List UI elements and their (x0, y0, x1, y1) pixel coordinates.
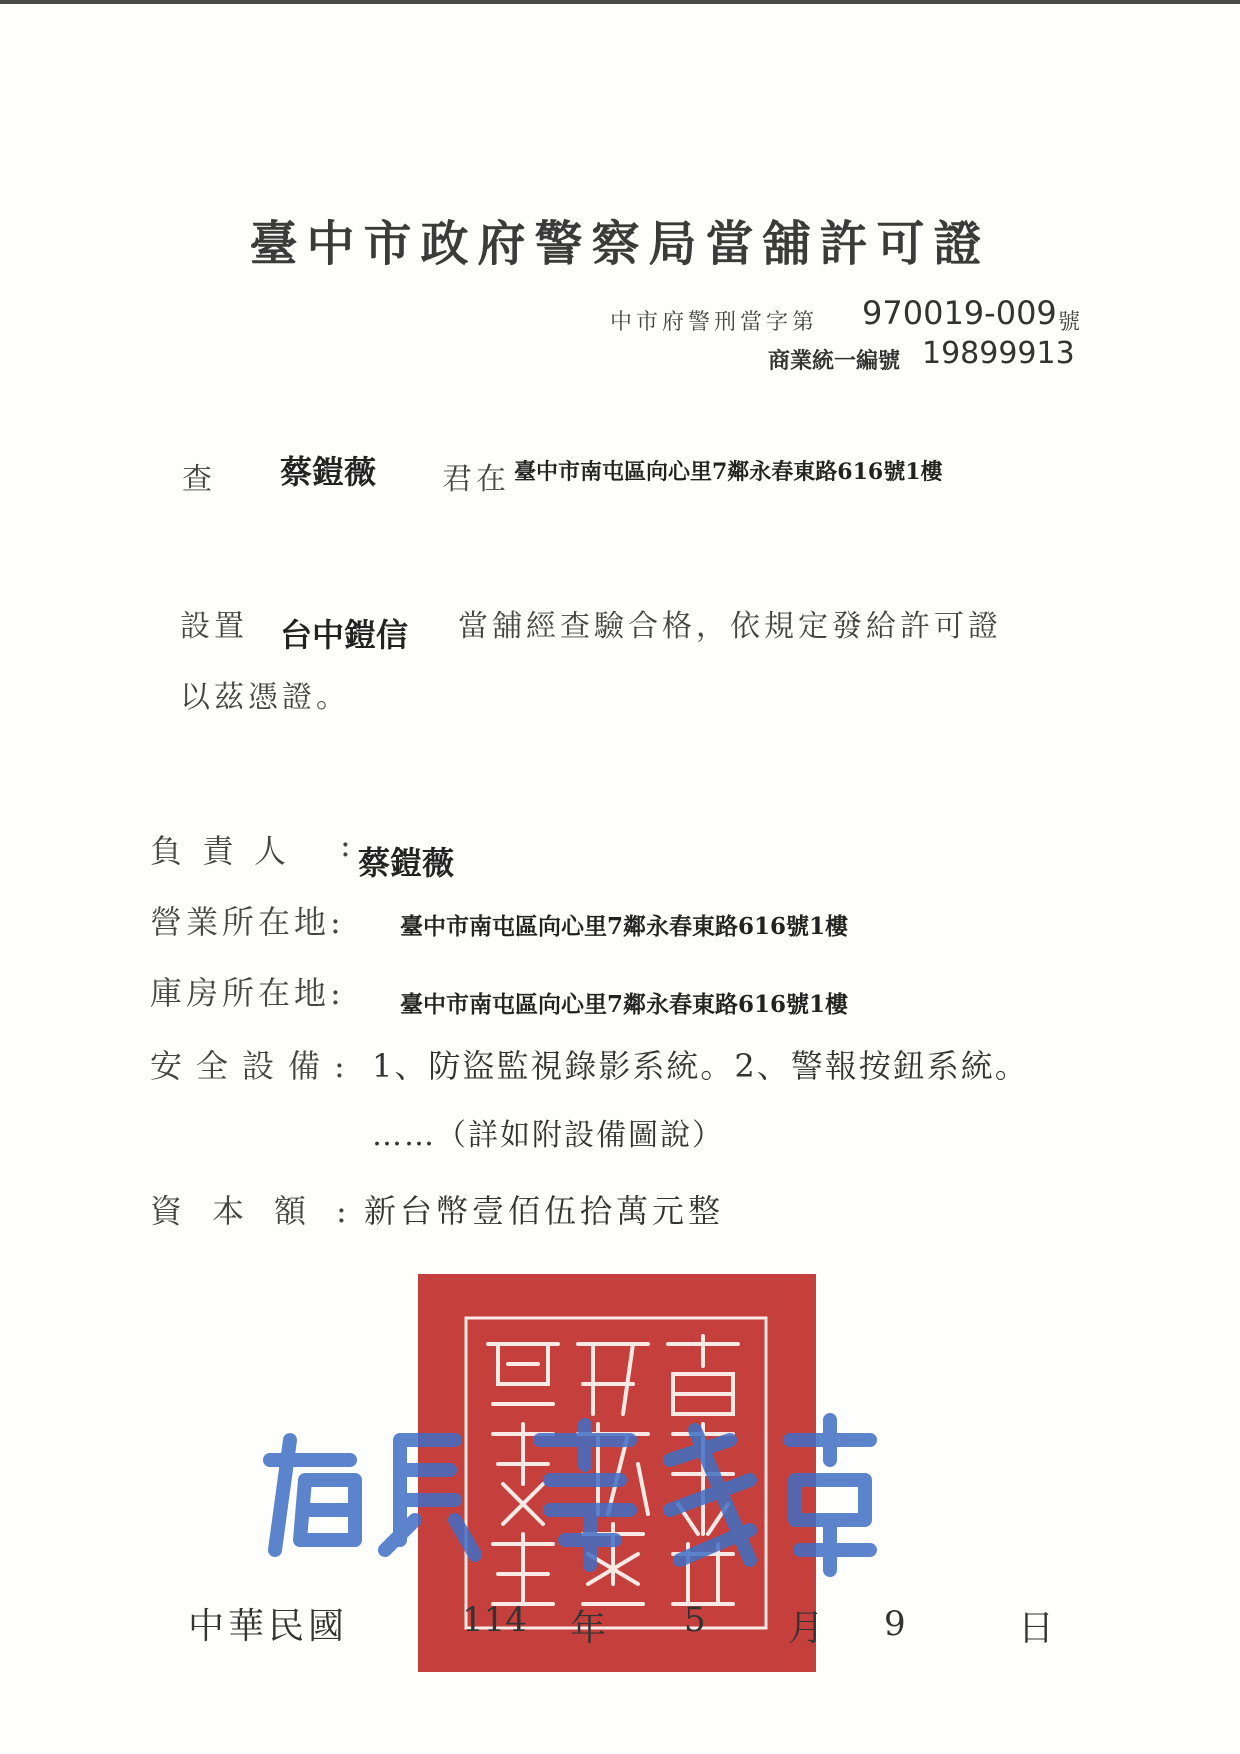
date-day: 9 (884, 1604, 906, 1644)
date-era-label: 中華民國 (188, 1606, 349, 1647)
setup-text: 當舖經查驗合格，依規定發給許可證 (458, 609, 1002, 644)
security-equipment-value: 1、防盜監視錄影系統。2、警報按鈕系統。 (372, 1047, 1029, 1085)
capital-value: 新台幣壹佰伍拾萬元整 (364, 1192, 725, 1230)
date-day-unit: 日 (1018, 1608, 1055, 1649)
inspection-prefix: 查 (182, 462, 212, 497)
security-equipment-note: ……（詳如附設備圖說） (372, 1118, 724, 1153)
date-year: 114 (462, 1600, 527, 1640)
doc-number-suffix: 號 (1058, 310, 1081, 335)
setup-label: 設置 (180, 609, 248, 644)
date-month: 5 (684, 1600, 706, 1640)
security-equipment-label: 安全設備: (150, 1047, 359, 1085)
doc-number-label: 中市府警刑當字第 (610, 310, 819, 335)
business-id-value: 19899913 (922, 336, 1075, 371)
warehouse-location-label: 庫房所在地: (150, 974, 345, 1012)
inspection-jun-zai: 君在 (442, 462, 510, 497)
business-location-value: 臺中市南屯區向心里7鄰永春東路616號1樓 (400, 913, 849, 940)
responsible-colon: : (340, 826, 351, 864)
business-id-label: 商業統一編號 (768, 349, 901, 374)
warehouse-location-value: 臺中市南屯區向心里7鄰永春東路616號1樓 (400, 991, 849, 1018)
responsible-value: 蔡鎧薇 (358, 844, 455, 882)
responsible-label: 負責人 (150, 832, 307, 870)
director-signature-stamp (250, 1400, 950, 1580)
business-location-label: 營業所在地: (150, 903, 345, 941)
doc-number-value: 970019-009 (862, 294, 1057, 332)
setup-text-continued: 以茲憑證。 (180, 680, 350, 715)
capital-label: 資本額: (150, 1192, 377, 1230)
inspection-address: 臺中市南屯區向心里7鄰永春東路616號1樓 (514, 459, 943, 485)
shop-name: 台中鎧信 (280, 616, 409, 654)
scan-top-edge (0, 0, 1240, 4)
date-year-unit: 年 (570, 1608, 607, 1649)
date-month-unit: 月 (788, 1608, 825, 1649)
inspection-name: 蔡鎧薇 (280, 453, 377, 491)
document-title: 臺中市政府警察局當舖許可證 (249, 216, 991, 272)
